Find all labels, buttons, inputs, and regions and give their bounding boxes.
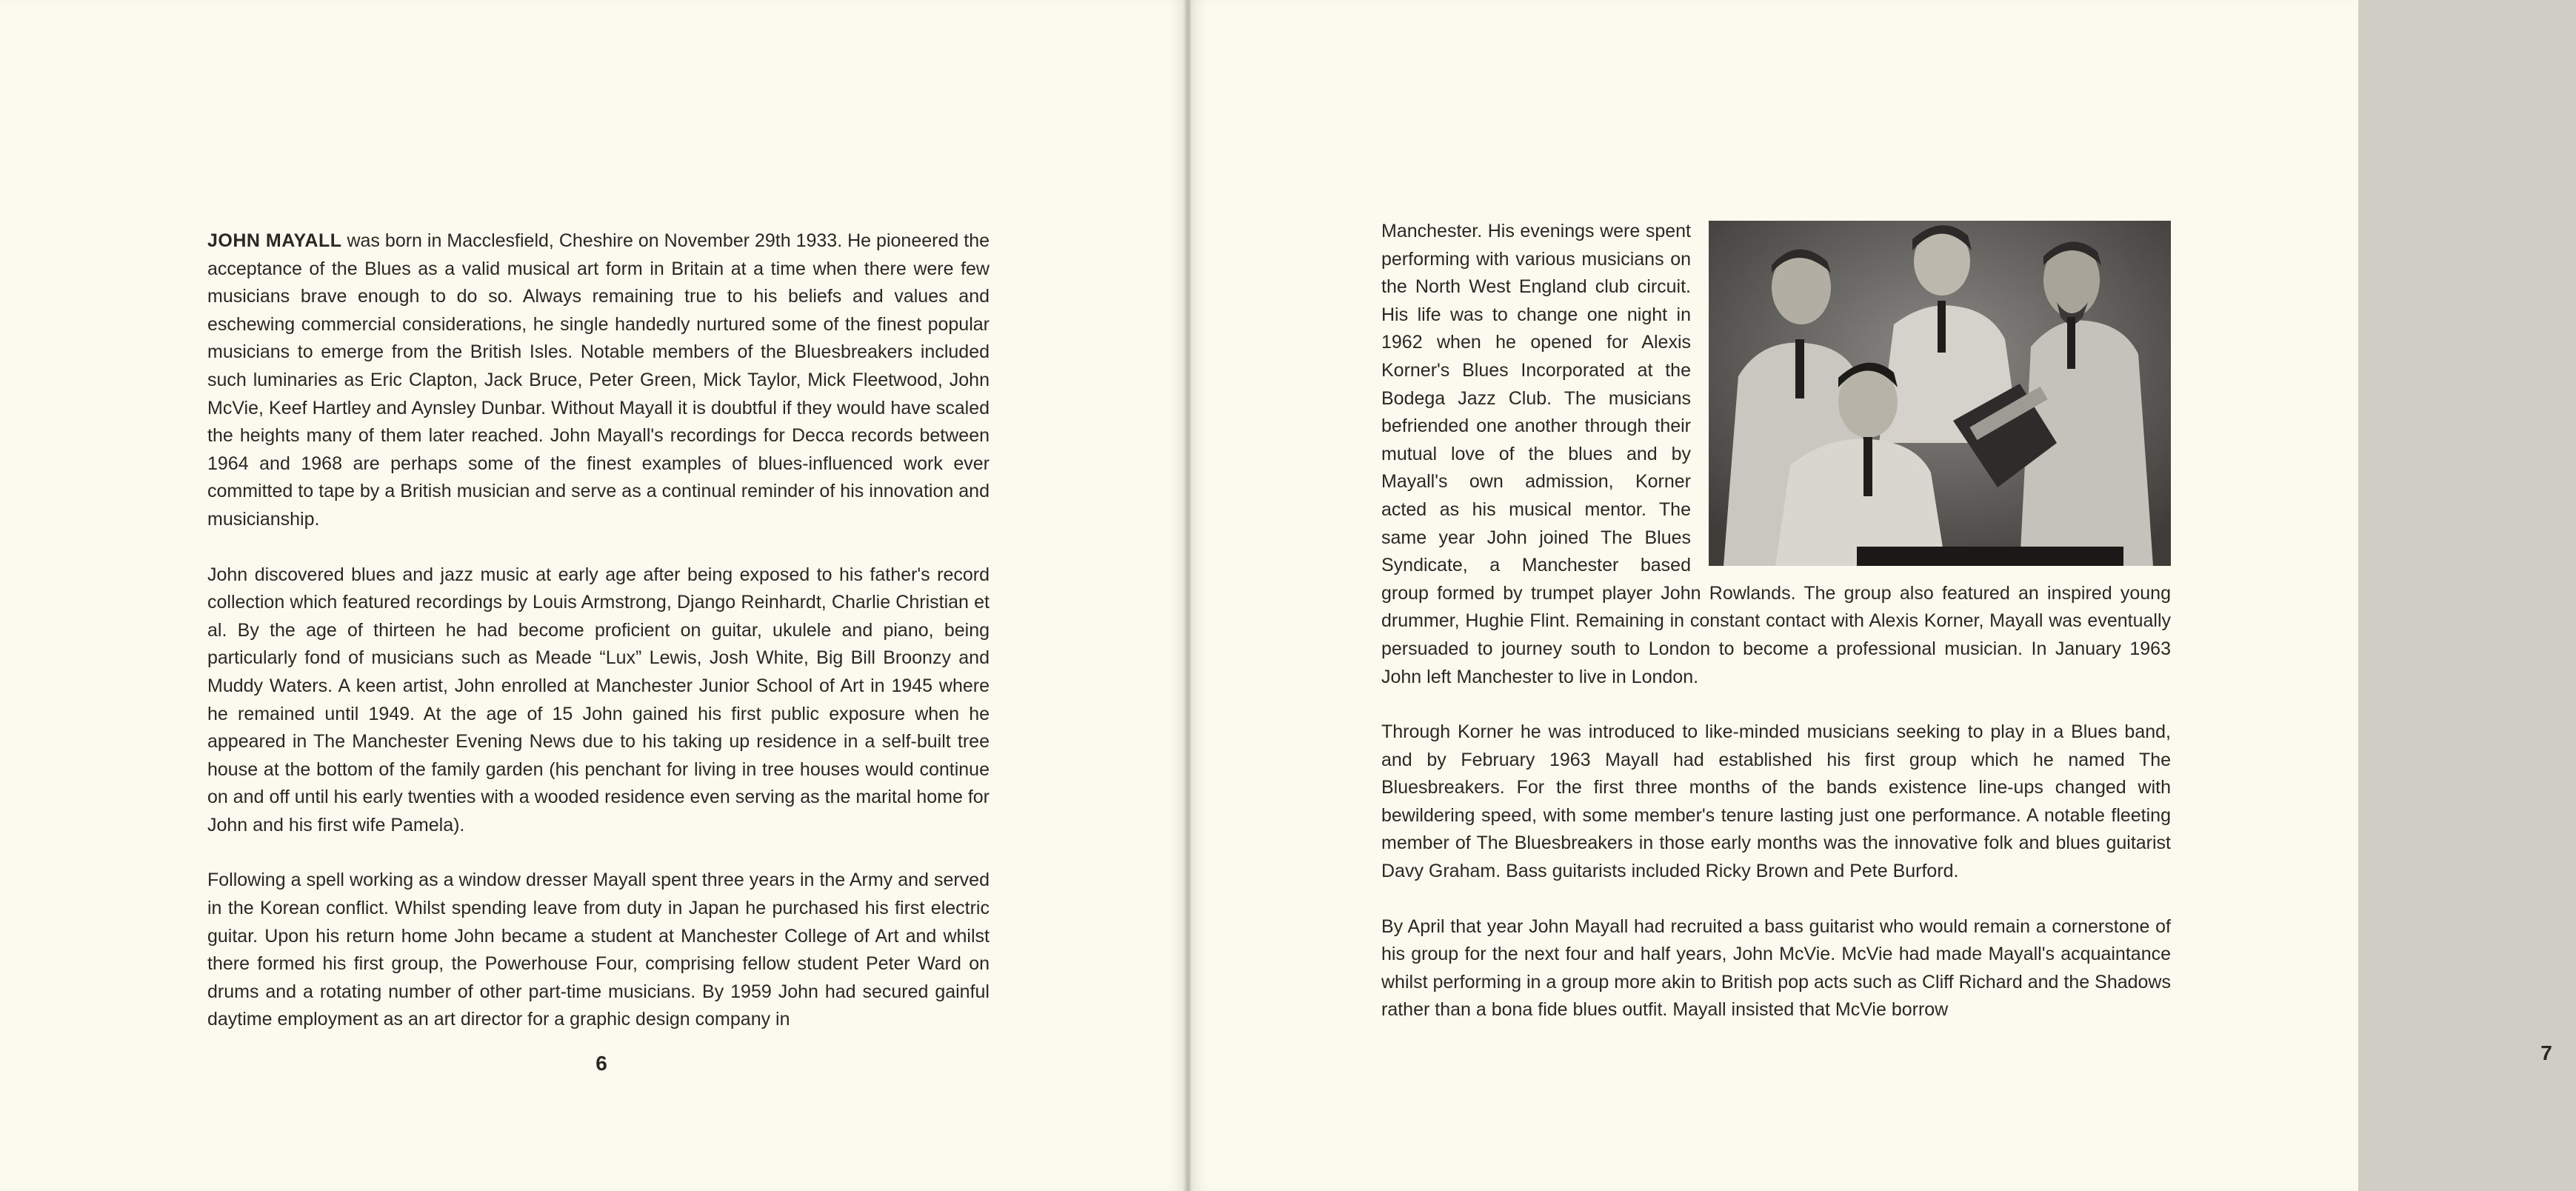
right-paragraph-2: Through Korner he was introduced to like-minded musicians seeking to play in a Blues band, and by February 1963 Mayall had established his first group which he named The Bluesbreakers. For the first three months of the bands existence line-ups changed with bewildering speed, with some member's tenure lasting just one performance. A notable fleeting member of The Bluesbreakers in those early months was the innovative folk and blues guitarist Davy Graham. Bass guitarists included Ricky Brown and Pete Burford. — [1381, 721, 2171, 882]
right-page-text — [1381, 218, 2171, 1024]
right-paragraph-3: By April that year John Mayall had recruited a bass guitarist who would remain a cornerstone of his group for the next four and half years, John McVie. McVie had made Mayall's acquaintance whilst performing in a group more akin to British pop acts such as Cliff Richard and the Shadows rather than a bona fide blues outfit. Mayall insisted that McVie borrow — [1381, 915, 2171, 1021]
left-paragraph-2: John discovered blues and jazz music at early age after being exposed to his father's record collection which featured recordings by Louis Armstrong, Django Reinhardt, Charlie Christian et al. By the age of thirteen he had become proficient on guitar, ukulele and piano, being particularly fond of musicians such as Meade “Lux” Lewis, Josh White, Big Bill Broonzy and Muddy Waters. A keen artist, John enrolled at Manchester Junior School of Art in 1945 where he remained until 1949. At the age of 15 John gained his first public exposure when he appeared in The Manchester Evening News due to his taking up residence in a self-built tree house at the bottom of the family garden (his penchant for living in tree houses would continue on and off until his early twenties with a wooded residence even serving as the marital home for John and his first wife Pamela). — [207, 564, 990, 835]
band-photo-image — [1709, 221, 2171, 566]
left-paragraph-3: Following a spell working as a window dresser Mayall spent three years in the Army and served in the Korean conflict. Whilst spending leave from duty in Japan he purchased his first electric guitar. Upon his return home John became a student at Manchester College of Art and whilst there formed his first group, the Powerhouse Four, comprising fellow student Peter Ward on drums and a rotating number of other part-time musicians. By 1959 John had secured gainful daytime employment as an art director for a graphic design company in — [207, 870, 990, 1030]
right-paragraph-1 — [1381, 218, 2171, 691]
right-paragraph-1-text: Manchester. His evenings were spent performing with various musicians on the North West England club circuit. His life was to change one night in 1962 when he opened for Alexis Korner's Blues Incorporated at the Bodega Jazz Club. The musicians befriended one another through their mutual love of the blues and by Mayall's own admission, Korner acted as his musical mentor. The same year John joined The Blues Syndicate, a Manchester based group formed by trumpet player John Rowlands. The group also featured an inspired young drummer, Hughie Flint. Remaining in constant contact with Alexis Korner, Mayall was eventually persuaded to journey south to London to become a professional musician. In January 1963 John left Manchester to live in London. — [1381, 221, 2171, 687]
lead-name: JOHN MAYALL — [207, 230, 342, 251]
left-page-text — [207, 227, 990, 1034]
paragraph-spacer — [1381, 886, 2171, 913]
left-page — [0, 0, 1185, 1191]
page-number-left: 6 — [595, 1052, 607, 1075]
left-paragraph-1-body: was born in Macclesfield, Cheshire on November 29th 1933. He pioneered the acceptance of the Blues as a valid musical art form in Britain at a time when there were few musicians brave enough to do so. Always remaining true to his beliefs and values and eschewing commercial considerations, he single handedly nurtured some of the finest popular musicians to emerge from the British Isles. Notable members of the Bluesbreakers included such luminaries as Eric Clapton, Jack Bruce, Peter Green, Mick Taylor, Mick Fleetwood, John McVie, Keef Hartley and Aynsley Dunbar. Without Mayall it is doubtful if they would have scaled the heights many of them later reached. John Mayall's recordings for Decca records between 1964 and 1968 are perhaps some of the finest examples of blues-influenced work ever committed to tape by a British musician and serve as a continual reminder of his innovation and musicianship. — [207, 230, 990, 530]
right-page — [1191, 0, 2552, 1191]
left-paragraph-1 — [207, 227, 990, 534]
band-photo — [1709, 221, 2171, 566]
page-number-right: 7 — [2540, 1041, 2552, 1064]
paragraph-spacer — [1381, 691, 2171, 718]
